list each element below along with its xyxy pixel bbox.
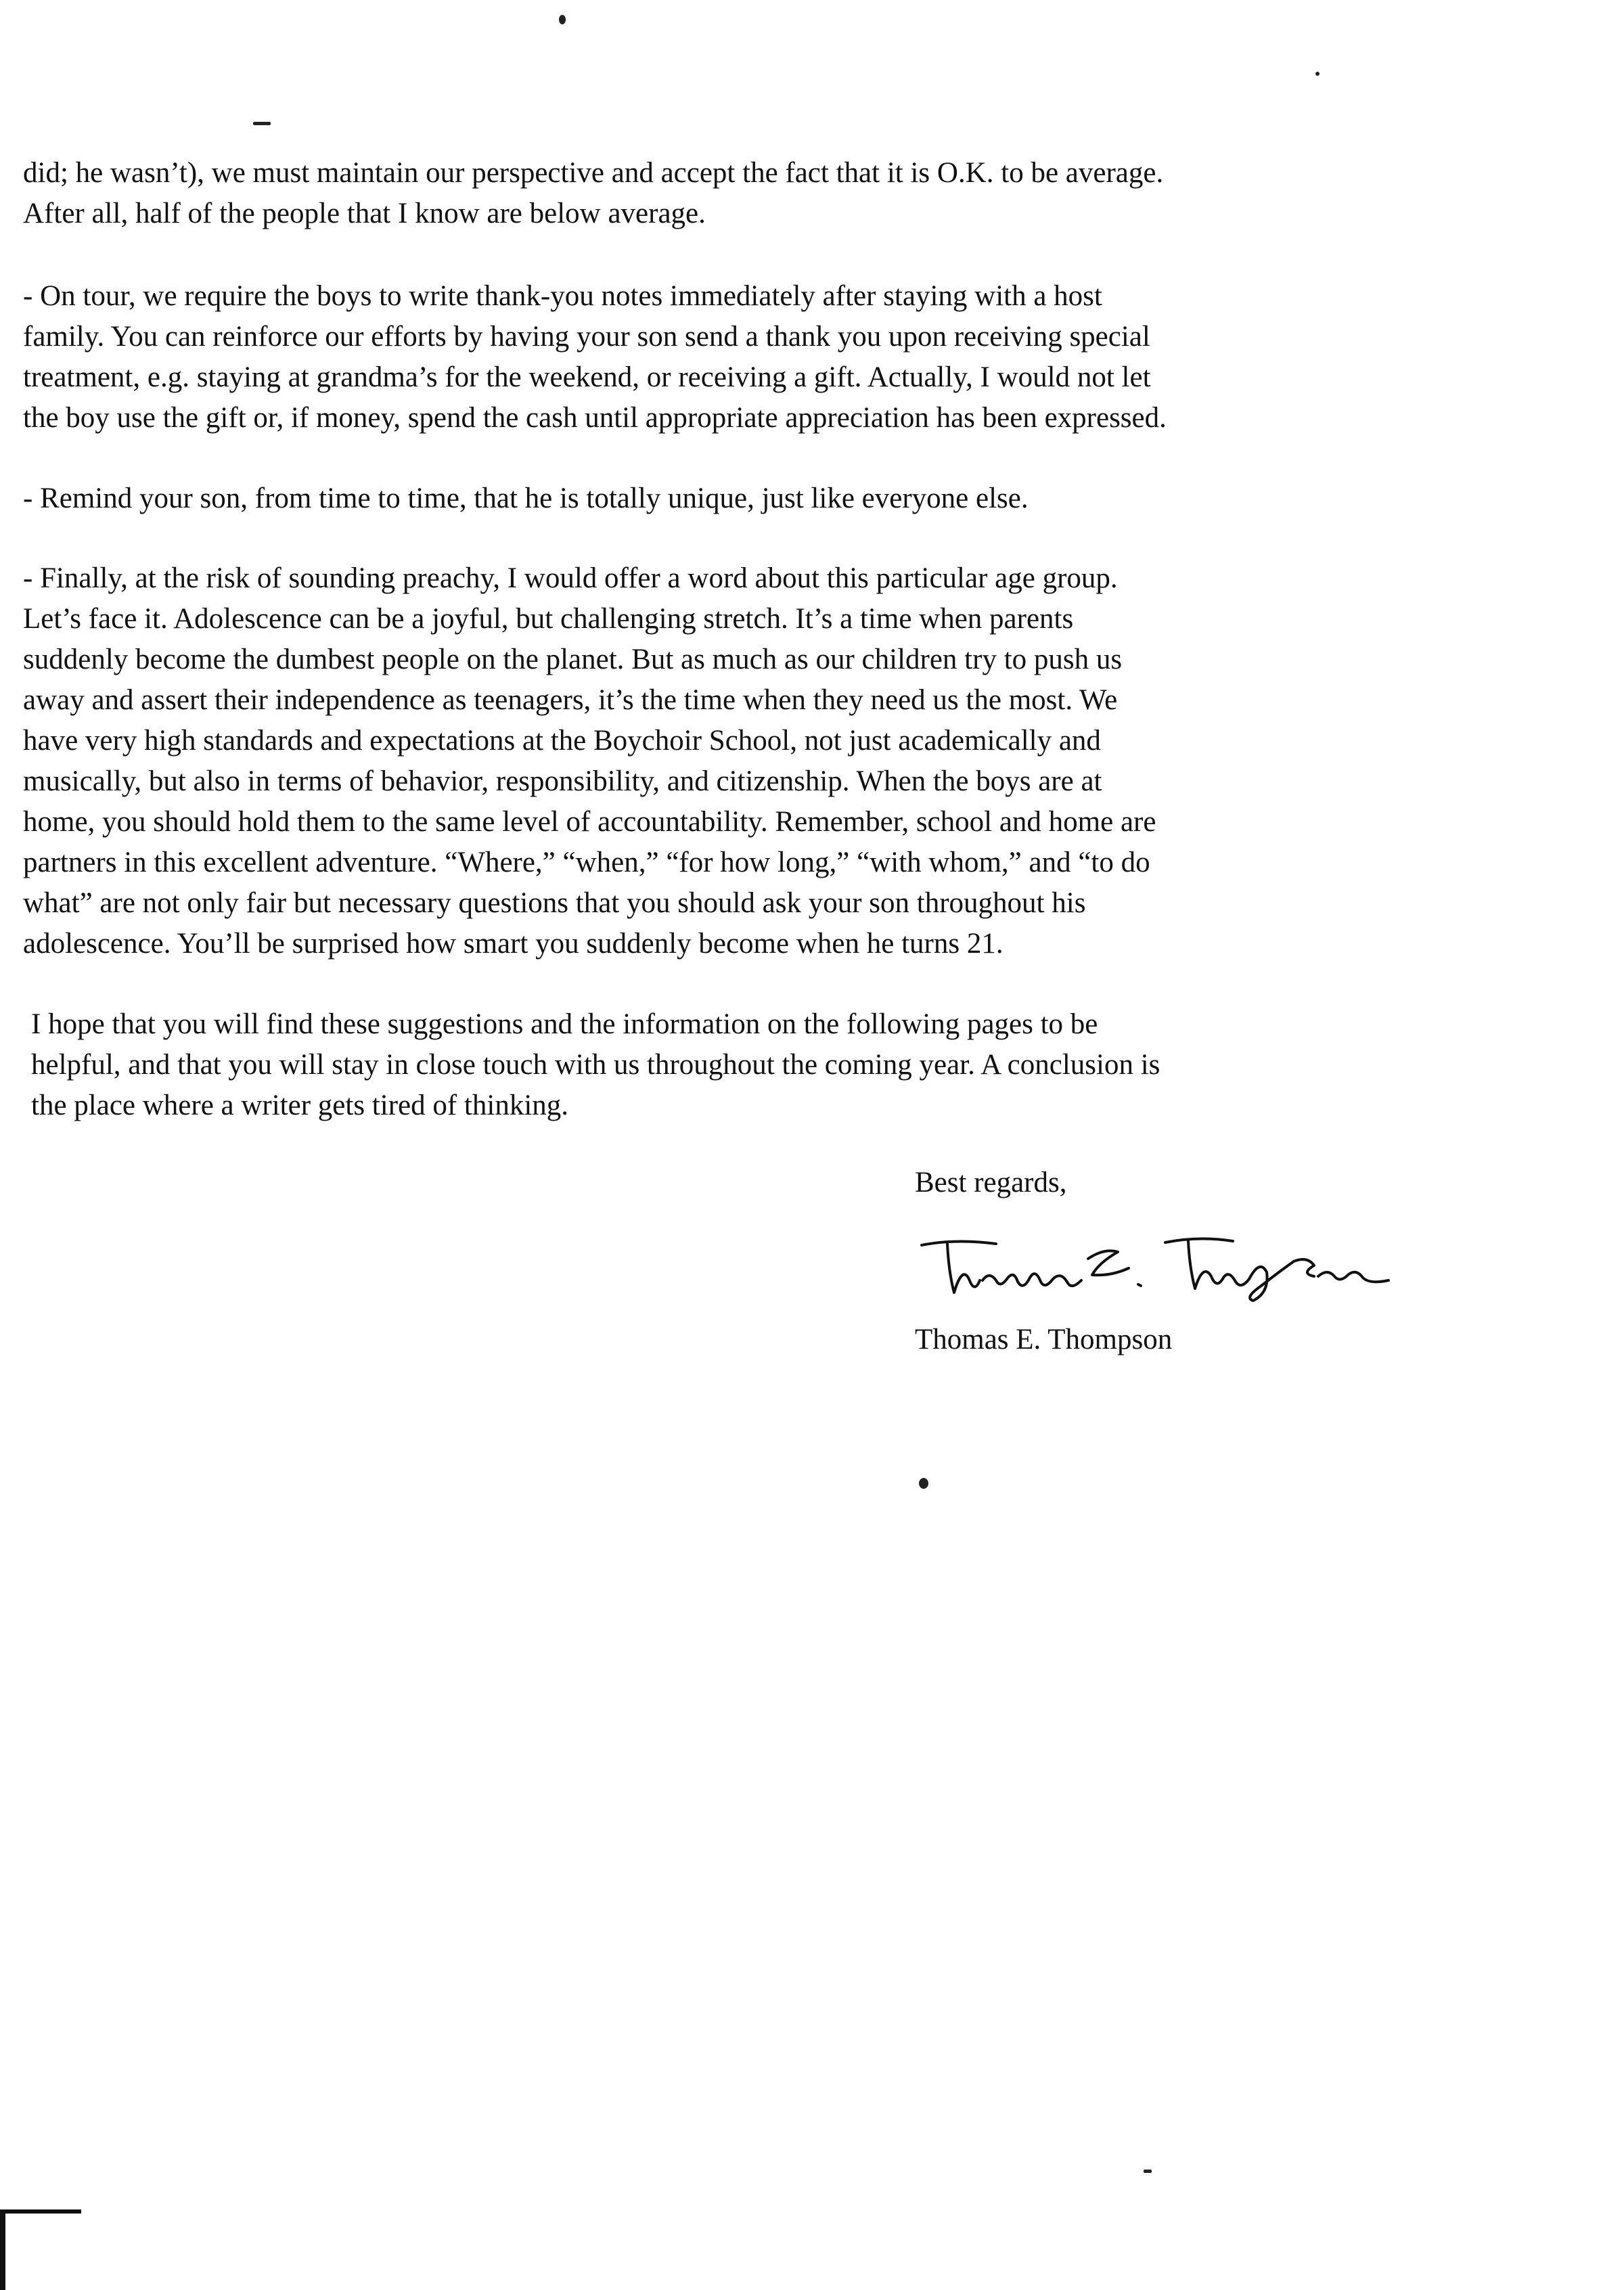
handwritten-signature <box>915 1218 1402 1306</box>
paragraph-average: did; he wasn’t), we must maintain our perspective and accept the fact that it is O.K. to be average. After all, half of the people that I know are below average. <box>23 157 1164 229</box>
paragraph-conclusion: I hope that you will find these suggestions and the information on the following pages to be helpful, and that you will stay in close touch with us throughout the coming year. A conclusion is the place where a writer gets tired of thinking. <box>31 1008 1160 1121</box>
scan-speck <box>1144 2170 1152 2173</box>
scan-speck <box>1315 72 1320 76</box>
scan-speck <box>919 1478 928 1489</box>
paragraph-unique: - Remind your son, from time to time, that he is totally unique, just like everyone else. <box>23 482 1029 514</box>
scan-edge-mark <box>0 2209 81 2214</box>
paragraph-adolescence: - Finally, at the risk of sounding preachy, I would offer a word about this particular age group. Let’s face it. Adolescence can be a joyful, but challenging stretch. It’s a time when parents suddenly become the dumbest people on the planet. But as much as our children try to push us away and assert their independence as teenagers, it’s the time when they need us the most. We have very high standards and expectations at the Boychoir School, not just academically and musically, but also in terms of behavior, responsibility, and citizenship. When the boys are at home, you should hold them to the same level of accountability. Remember, school and home are partners in this excellent adventure. “Where,” “when,” “for how long,” “with whom,” and “to do what” are not only fair but necessary questions that you should ask your son throughout his adolescence. You’ll be surprised how smart you suddenly become when he turns 21. <box>23 562 1156 960</box>
scan-speck <box>559 15 566 24</box>
signer-name: Thomas E. Thompson <box>915 1324 1173 1355</box>
paragraph-thank-you-notes: - On tour, we require the boys to write thank-you notes immediately after staying with a host family. You can reinforce our efforts by having your son send a thank you upon receiving special treatment, e.g. staying at grandma’s for the weekend, or receiving a gift. Actually, I would not let the boy use the gift or, if money, spend the cash until appropriate appreciation has been expressed. <box>23 280 1167 434</box>
closing-salutation: Best regards, <box>915 1167 1067 1198</box>
scan-speck <box>253 122 271 125</box>
scan-edge-mark <box>0 2209 5 2290</box>
